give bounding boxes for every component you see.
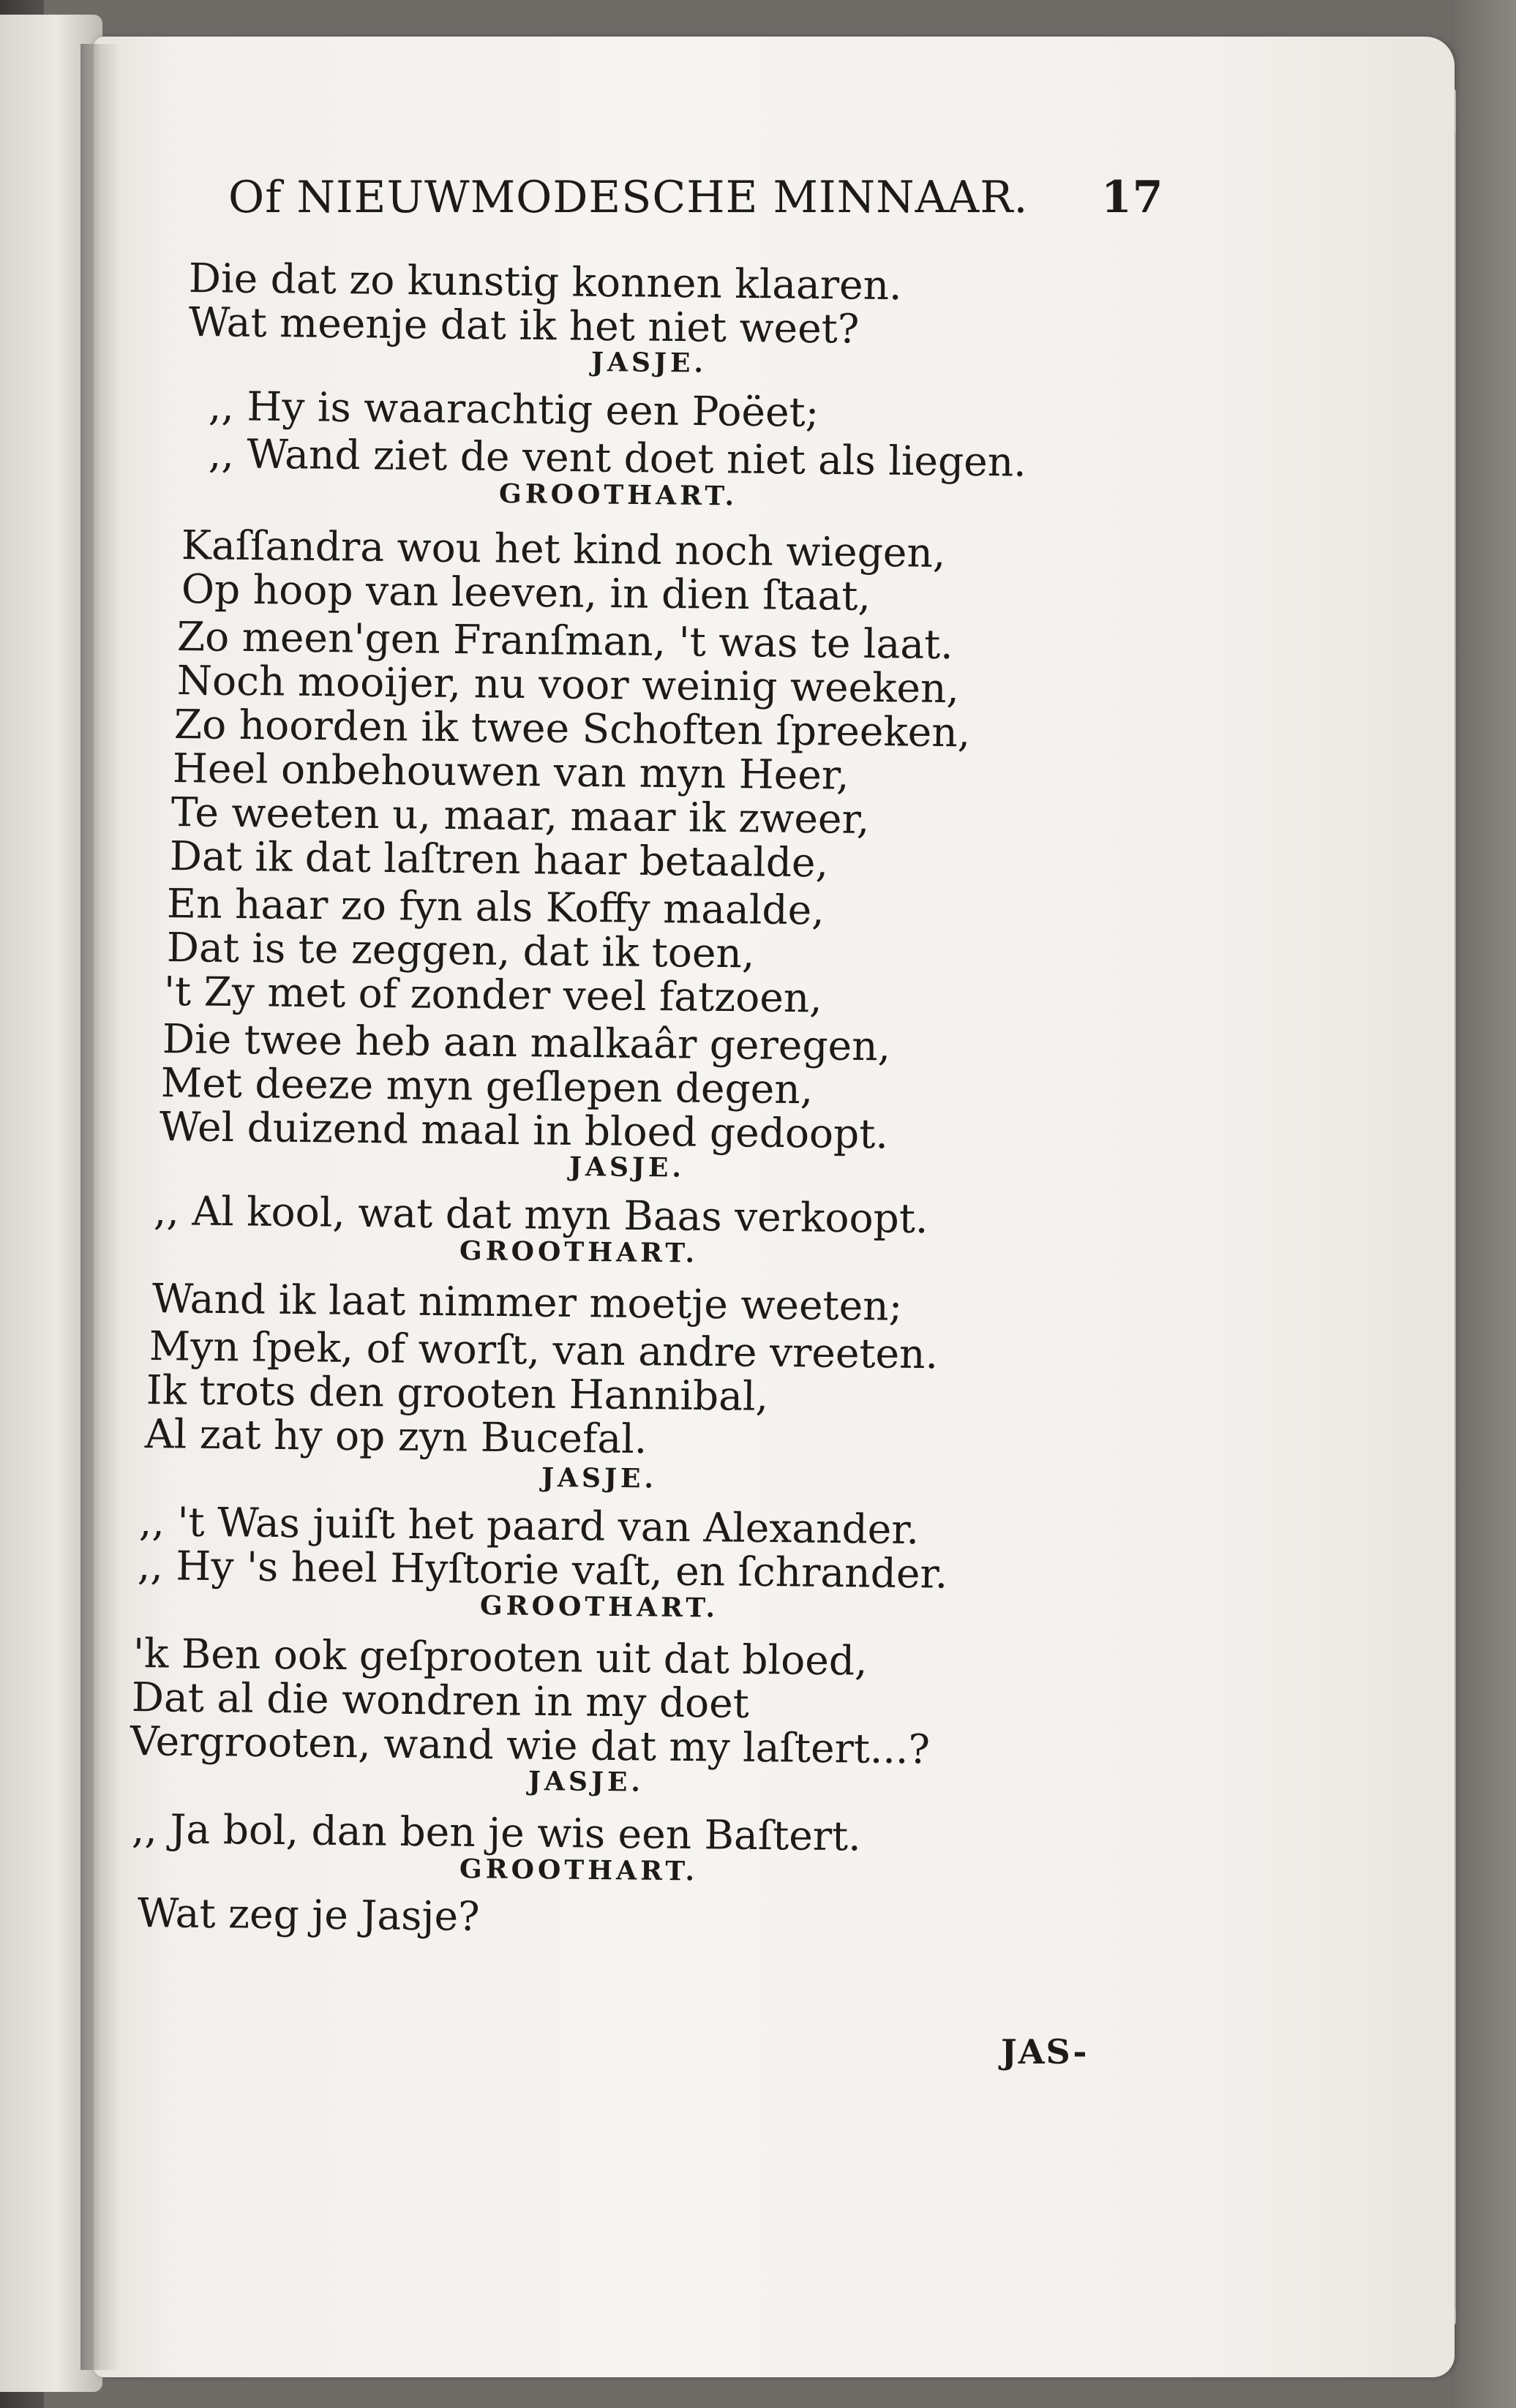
verse-line: Zo meen'gen Franſman, 't was te laat. xyxy=(176,613,954,669)
verse-line: Die dat zo kunstig konnen klaaren. xyxy=(188,255,902,309)
verse-line: Wel duizend maal in bloed gedoopt. xyxy=(159,1103,889,1158)
verse-line: Al zat hy op zyn Bucefal. xyxy=(144,1410,648,1463)
verse-line: Ik trots den grooten Hannibal, xyxy=(146,1366,769,1420)
verse-line: ,, Hy is waarachtig een Poëet; xyxy=(208,383,819,436)
speaker-label: JASJE. xyxy=(528,1766,645,1798)
verse-line: Vergrooten, wand wie dat my laſtert...? xyxy=(130,1717,931,1773)
verse-line: Op hoop van leeven, in dien ſtaat, xyxy=(181,565,871,620)
speaker-label: GROOTHART. xyxy=(479,1590,719,1624)
speaker-label: GROOTHART. xyxy=(459,1235,699,1269)
verse-line: Noch mooijer, nu voor weinig weeken, xyxy=(176,657,960,712)
verse-line: 'k Ben ook geſprooten uit dat bloed, xyxy=(132,1630,868,1685)
verse-line: Te weeten u, maar, maar ik zweer, xyxy=(170,789,870,843)
speaker-label: GROOTHART. xyxy=(498,478,738,512)
verse-line: ,, Al kool, wat dat myn Baas verkoopt. xyxy=(153,1187,928,1243)
speaker-label: JASJE. xyxy=(590,347,708,379)
page-number: 17 xyxy=(1101,172,1164,223)
running-head: Of NIEUWMODESCHE MINNAAR. xyxy=(228,172,1029,223)
verse-line: 't Zy met of zonder veel fatzoen, xyxy=(163,968,823,1022)
verse-line: ,, Ja bol, dan ben je wis een Baſtert. xyxy=(131,1805,862,1860)
verse-line: Wand ik laat nimmer moetje weeten; xyxy=(151,1275,903,1330)
speaker-label: JASJE. xyxy=(568,1151,686,1184)
verse-line: Dat is te zeggen, dat ik toen, xyxy=(166,924,755,977)
verse-line: Wat zeg je Jasje? xyxy=(137,1889,480,1940)
verse-line: Zo hoorden ik twee Schoften ſpreeken, xyxy=(173,701,971,756)
verse-line: ,, Wand ziet de vent doet niet als liegen. xyxy=(208,430,1027,486)
verse-line: Met deeze myn geſlepen degen, xyxy=(160,1059,814,1113)
verse-line: Dat al die wondren in my doet xyxy=(131,1674,750,1727)
verse-line: Dat ik dat laſtren haar betaalde, xyxy=(169,832,829,887)
verse-line: En haar zo fyn als Koffy maalde, xyxy=(166,880,825,934)
speaker-label: JASJE. xyxy=(541,1462,658,1494)
verse-line: ,, 't Was juiſt het paard van Alexander. xyxy=(138,1498,920,1554)
speaker-label: GROOTHART. xyxy=(459,1854,699,1887)
verse-line: Heel onbehouwen van myn Heer, xyxy=(172,745,849,799)
verse-line: Myn ſpek, of worſt, van andre vreeten. xyxy=(149,1322,939,1378)
verse-line: Wat meenje dat ik het niet weet? xyxy=(188,298,860,353)
verse-line: Kaſſandra wou het kind noch wiegen, xyxy=(181,522,946,576)
verse-line: Die twee heb aan malkaâr geregen, xyxy=(162,1015,891,1070)
catchword: JAS- xyxy=(1001,2032,1089,2072)
verse-line: ,, Hy 's heel Hyſtorie vaſt, en ſchrander. xyxy=(137,1542,948,1598)
